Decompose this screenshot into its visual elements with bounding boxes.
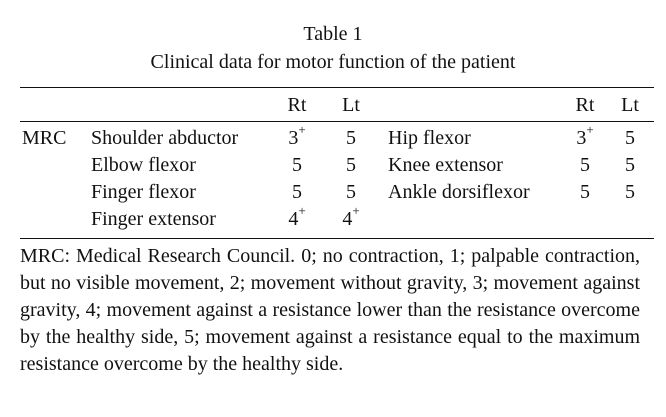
left-muscle: Elbow flexor [91,154,196,176]
right-rt-score: 3+ [576,122,594,149]
group-label-mrc: MRC [22,127,67,149]
left-lt-score: 5 [346,181,356,203]
right-rt-score: 5 [580,181,590,203]
table-label: Table 1 [303,23,363,45]
top-rule [20,87,654,88]
left-muscle: Shoulder abductor [91,127,239,149]
left-rt-score: 3+ [288,122,306,149]
right-rt-score: 5 [580,154,590,176]
left-lt-score: 4+ [342,203,360,230]
left-rt-score: 5 [292,154,302,176]
header-right-lt: Lt [621,94,639,116]
right-muscle: Hip flexor [388,127,471,149]
left-rt-score: 4+ [288,203,306,230]
right-muscle: Knee extensor [388,154,503,176]
left-lt-score: 5 [346,154,356,176]
header-left-lt: Lt [342,94,360,116]
right-lt-score: 5 [625,154,635,176]
header-right-rt: Rt [575,94,595,116]
header-left-rt: Rt [287,94,307,116]
left-muscle: Finger extensor [91,208,216,230]
left-rt-score: 5 [292,181,302,203]
left-lt-score: 5 [346,127,356,149]
table-footnote: MRC: Medical Research Council. 0; no contraction, 1; palpable contraction, but no visible movement, 2; movement without gravity, 3; movement against gravity, 4; movement against a resistance lower than the resistance overcome by the healthy side, 5; movement against a resistance equal to the maximum resistance overcome by the healthy side. [20,245,640,375]
header-rule [20,121,654,122]
left-muscle: Finger flexor [91,181,196,203]
right-lt-score: 5 [625,127,635,149]
right-lt-score: 5 [625,181,635,203]
right-muscle: Ankle dorsiflexor [388,181,530,203]
bottom-rule [20,238,654,239]
table-title: Clinical data for motor function of the patient [150,51,516,73]
